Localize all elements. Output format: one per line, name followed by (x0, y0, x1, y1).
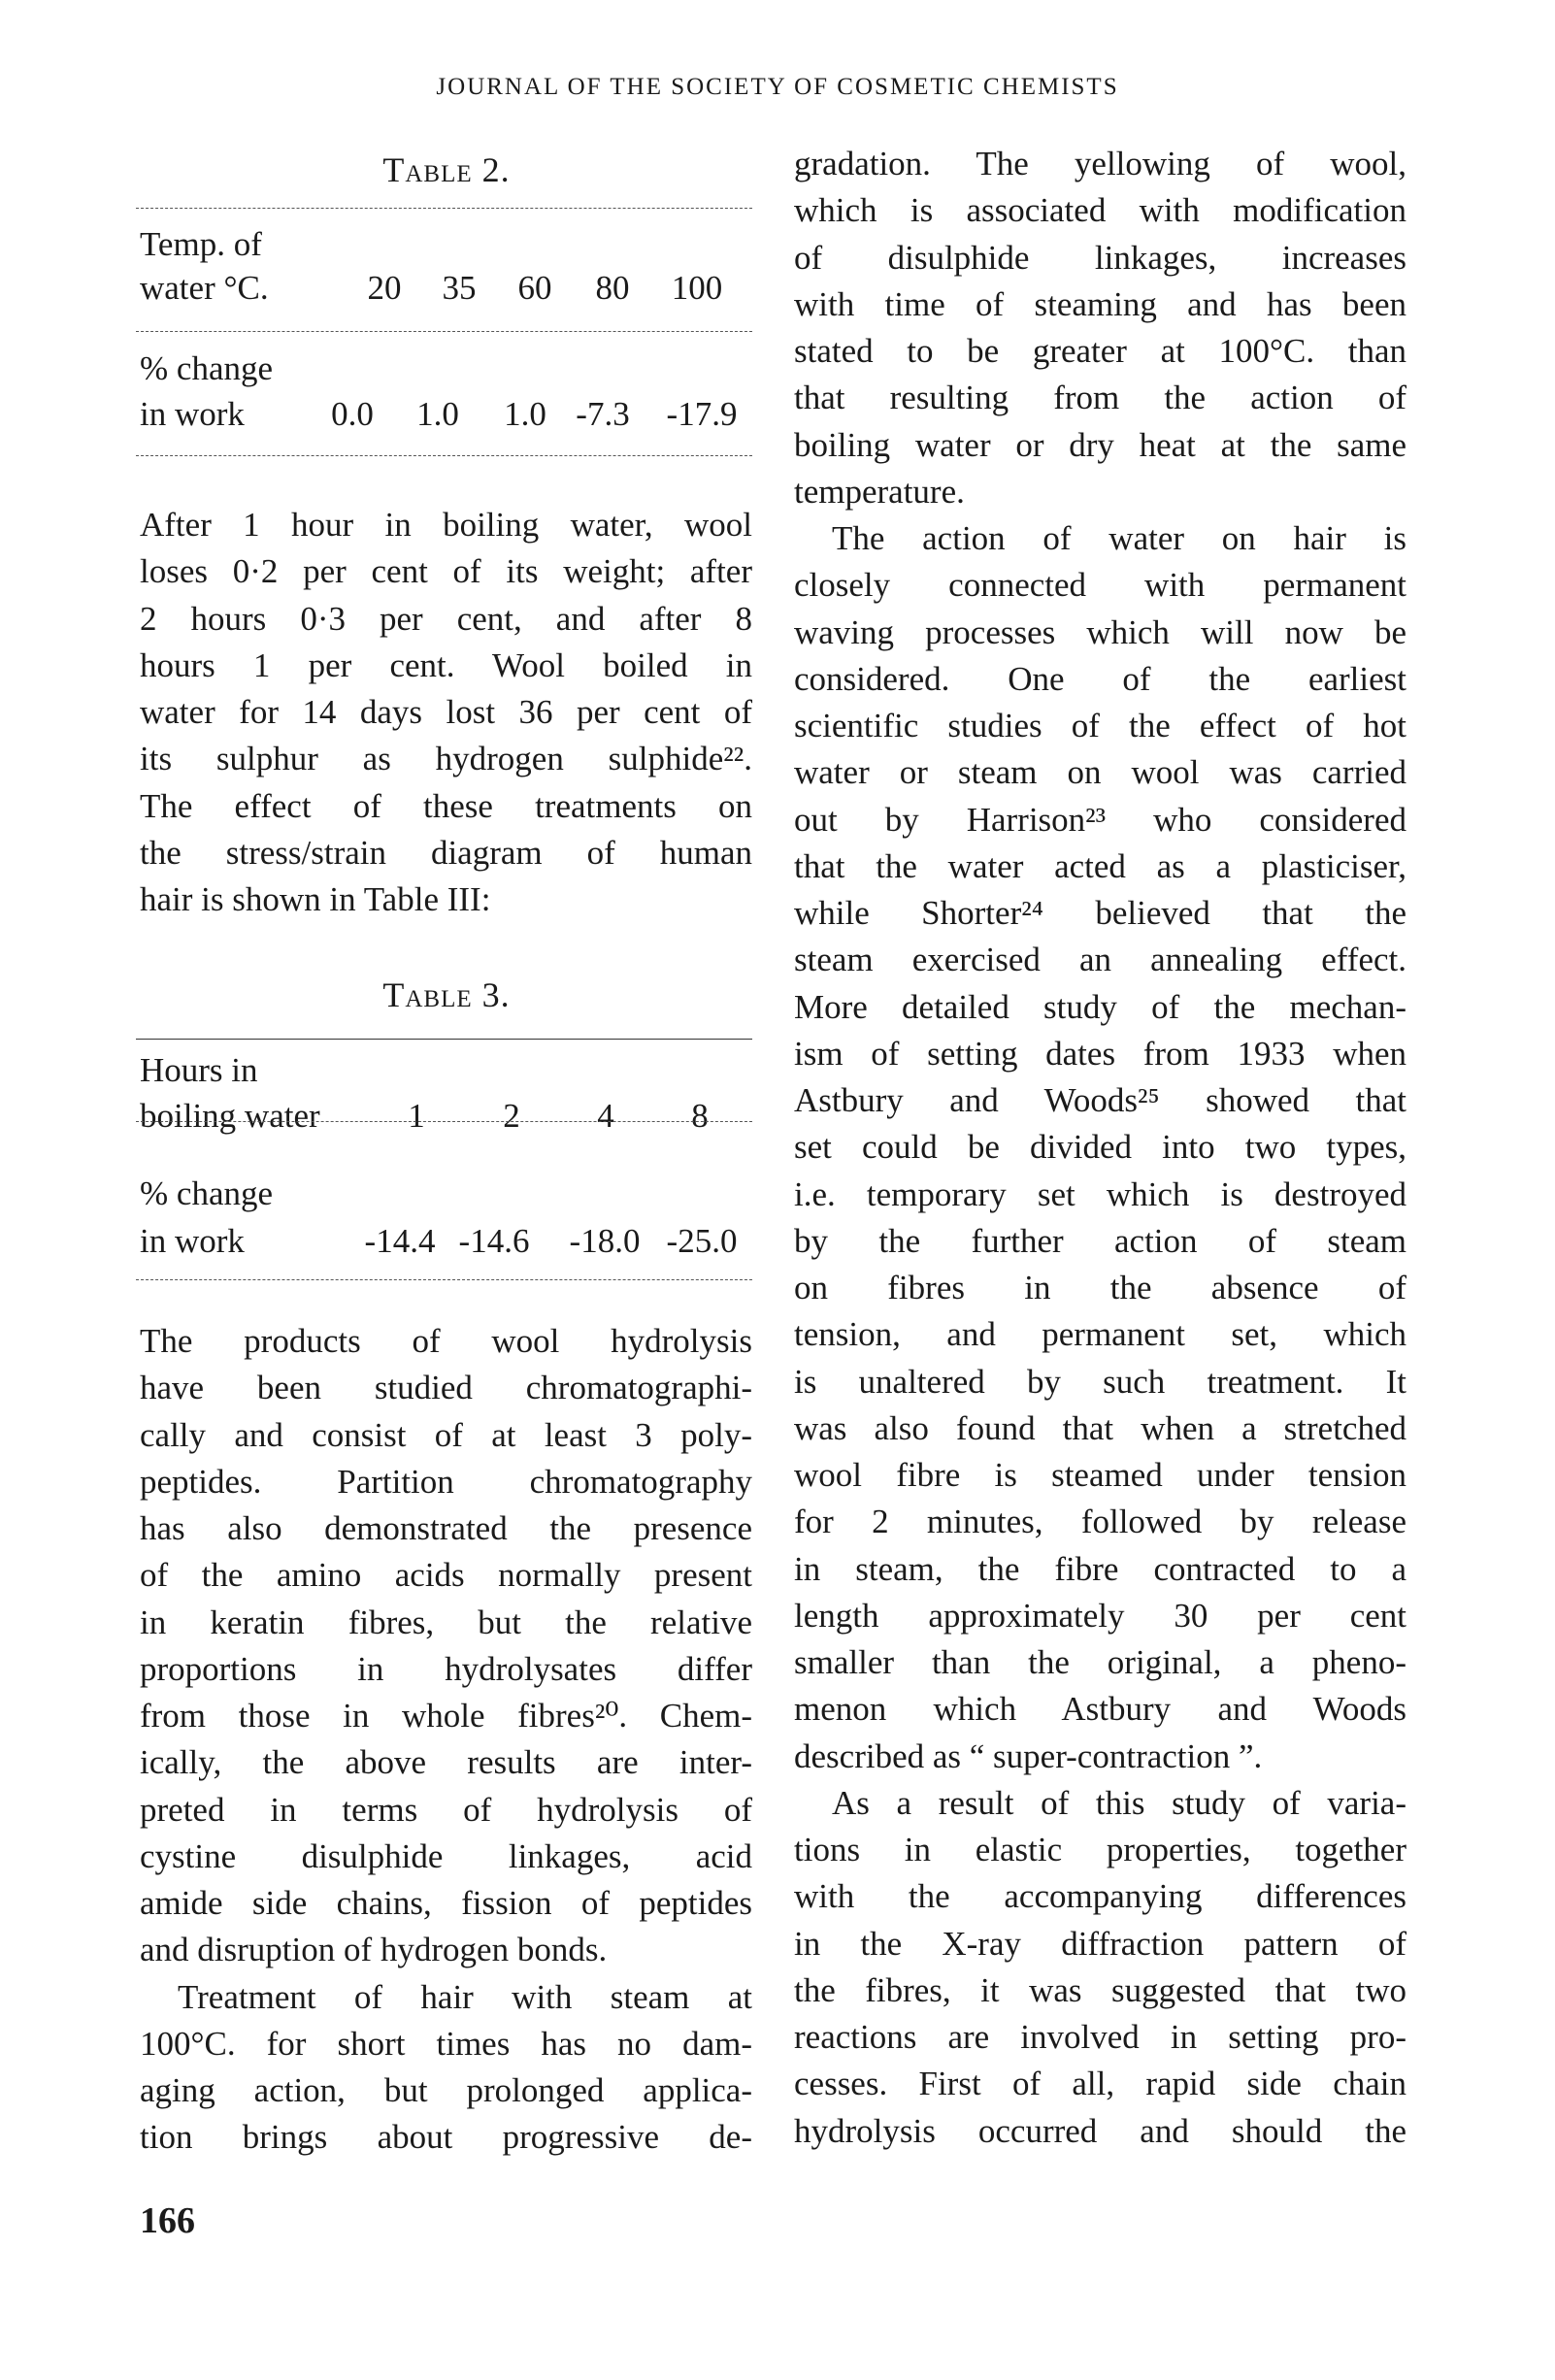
text-line: described as “ super-contraction ”. (794, 1736, 1263, 1775)
row-label: water °C. (140, 269, 269, 307)
table-cell: 4 (597, 1097, 614, 1135)
table-cell: 0.0 (331, 395, 374, 433)
left-column-text-bottom (140, 1318, 752, 2162)
table-cell: 2 (503, 1097, 520, 1135)
right-column-text (794, 141, 1406, 2155)
text-line: temperature. (794, 472, 965, 511)
row-label: in work (140, 1222, 245, 1260)
text-line: the fibres, it was suggested that two (794, 1970, 1406, 2009)
table-cell: -25.0 (666, 1222, 738, 1260)
table-cell: -14.4 (364, 1222, 436, 1260)
row-label: % change (140, 1174, 274, 1212)
text-line: stated to be greater at 100°C. than (794, 332, 1406, 370)
table-cell: 20 (367, 269, 402, 307)
text-line: amide side chains, fission of peptides (140, 1884, 752, 1922)
paragraph (794, 141, 1406, 515)
text-line: set could be divided into two types, (794, 1128, 1406, 1167)
row-label: in work (140, 395, 245, 433)
table-cell: 60 (517, 269, 552, 307)
table-rule (136, 1121, 752, 1122)
text-line: 100°C. for short times has no dam- (140, 2024, 752, 2063)
text-line: cally and consist of at least 3 poly- (140, 1415, 752, 1454)
row-label: % change (140, 349, 274, 387)
text-line: of disulphide linkages, increases (794, 238, 1406, 277)
text-line: of the amino acids normally present (140, 1556, 752, 1595)
row-label: Temp. of (140, 225, 262, 263)
page-number: 166 (140, 2200, 195, 2241)
text-line: aging action, but prolonged applica- (140, 2071, 752, 2109)
row-label: Hours in (140, 1051, 258, 1089)
text-line: water for 14 days lost 36 per cent of (140, 693, 752, 731)
paragraph (140, 502, 752, 923)
text-line: considered. One of the earliest (794, 659, 1406, 698)
text-line: has also demonstrated the presence (140, 1509, 752, 1547)
text-line: reactions are involved in setting pro- (794, 2018, 1406, 2056)
text-line: the stress/strain diagram of human (140, 833, 752, 872)
text-line: and disruption of hydrogen bonds. (140, 1931, 608, 1969)
row-label: boiling water (140, 1097, 320, 1135)
text-line: with time of steaming and has been (794, 284, 1406, 323)
text-line: hydrolysis occurred and should the (794, 2111, 1406, 2150)
text-line: in keratin fibres, but the relative (140, 1603, 752, 1641)
text-line: The effect of these treatments on (140, 786, 752, 825)
table-cell: 1.0 (416, 395, 459, 433)
table-rule (136, 208, 752, 209)
text-line: tion brings about progressive de- (140, 2118, 752, 2157)
text-line: closely connected with permanent (794, 566, 1406, 605)
text-line: The action of water on hair is (832, 519, 1406, 557)
table-cell: -17.9 (666, 395, 738, 433)
text-line: loses 0·2 per cent of its weight; after (140, 552, 752, 591)
table-cell: 1 (408, 1097, 425, 1135)
running-header: JOURNAL OF THE SOCIETY OF COSMETIC CHEMISTS (436, 74, 1119, 100)
table-cell: 8 (691, 1097, 709, 1135)
text-line: The products of wool hydrolysis (140, 1322, 752, 1360)
text-line: hours 1 per cent. Wool boiled in (140, 645, 752, 684)
text-line: have been studied chromatographi- (140, 1369, 752, 1407)
text-line: menon which Astbury and Woods (794, 1690, 1406, 1729)
paragraph (140, 1318, 752, 1974)
text-line: is unaltered by such treatment. It (794, 1362, 1406, 1401)
text-line: boiling water or dry heat at the same (794, 425, 1406, 464)
paragraph (794, 515, 1406, 1780)
left-column-text-top (140, 502, 752, 923)
text-line: water or steam on wool was carried (794, 753, 1406, 792)
paragraph (794, 1780, 1406, 2155)
text-line: ically, the above results are inter- (140, 1743, 752, 1782)
text-line: out by Harrison²³ who considered (794, 800, 1406, 839)
text-line: steam exercised an annealing effect. (794, 941, 1406, 979)
paragraph (140, 1974, 752, 2162)
text-line: by the further action of steam (794, 1221, 1406, 1260)
table-rule (136, 331, 752, 332)
text-line: scientific studies of the effect of hot (794, 707, 1406, 744)
table-rule (136, 1279, 752, 1280)
text-line: tions in elastic properties, together (794, 1831, 1406, 1868)
text-line: length approximately 30 per cent (794, 1596, 1406, 1635)
text-line: tension, and permanent set, which (794, 1315, 1406, 1354)
text-line: its sulphur as hydrogen sulphide²². (140, 740, 752, 778)
text-line: smaller than the original, a pheno- (794, 1643, 1406, 1681)
text-line: gradation. The yellowing of wool, (794, 145, 1406, 182)
table-rule (136, 455, 752, 456)
text-line: 2 hours 0·3 per cent, and after 8 (140, 599, 752, 638)
text-line: for 2 minutes, followed by release (794, 1503, 1406, 1541)
text-line: from those in whole fibres²⁰. Chem- (140, 1697, 752, 1735)
text-line: i.e. temporary set which is destroyed (794, 1174, 1406, 1213)
table-cell: -18.0 (569, 1222, 641, 1260)
text-line: More detailed study of the mechan- (794, 987, 1406, 1026)
table-cell: -14.6 (458, 1222, 530, 1260)
text-line: was also found that when a stretched (794, 1408, 1406, 1447)
text-line: that resulting from the action of (794, 379, 1406, 417)
text-line: cesses. First of all, rapid side chain (794, 2065, 1406, 2103)
text-line: in the X-ray diffraction pattern of (794, 1924, 1406, 1963)
table-rule (136, 1039, 752, 1040)
text-line: Astbury and Woods²⁵ showed that (794, 1081, 1406, 1119)
table-cell: 100 (671, 269, 723, 307)
text-line: which is associated with modification (794, 191, 1406, 230)
text-line: peptides. Partition chromatography (140, 1462, 752, 1501)
text-line: that the water acted as a plasticiser, (794, 846, 1406, 885)
text-line: on fibres in the absence of (794, 1269, 1406, 1306)
text-line: hair is shown in Table III: (140, 880, 491, 918)
text-line: After 1 hour in boiling water, wool (140, 506, 752, 544)
table-cell: -7.3 (576, 395, 630, 433)
table-cell: 1.0 (504, 395, 546, 433)
table-2-title: Table 2. (382, 150, 511, 189)
table-3-title: Table 3. (382, 975, 511, 1014)
table-cell: 80 (595, 269, 630, 307)
text-line: waving processes which will now be (794, 612, 1406, 651)
text-line: ism of setting dates from 1933 when (794, 1034, 1406, 1073)
text-line: Treatment of hair with steam at (178, 1977, 752, 2016)
text-line: proportions in hydrolysates differ (140, 1649, 752, 1688)
text-line: cystine disulphide linkages, acid (140, 1836, 752, 1875)
text-line: As a result of this study of varia- (832, 1783, 1406, 1822)
text-line: wool fibre is steamed under tension (794, 1456, 1406, 1494)
text-line: while Shorter²⁴ believed that the (794, 894, 1406, 932)
text-line: in steam, the fibre contracted to a (794, 1549, 1406, 1588)
table-cell: 35 (442, 269, 477, 307)
text-line: preted in terms of hydrolysis of (140, 1790, 752, 1829)
text-line: with the accompanying differences (794, 1877, 1406, 1916)
